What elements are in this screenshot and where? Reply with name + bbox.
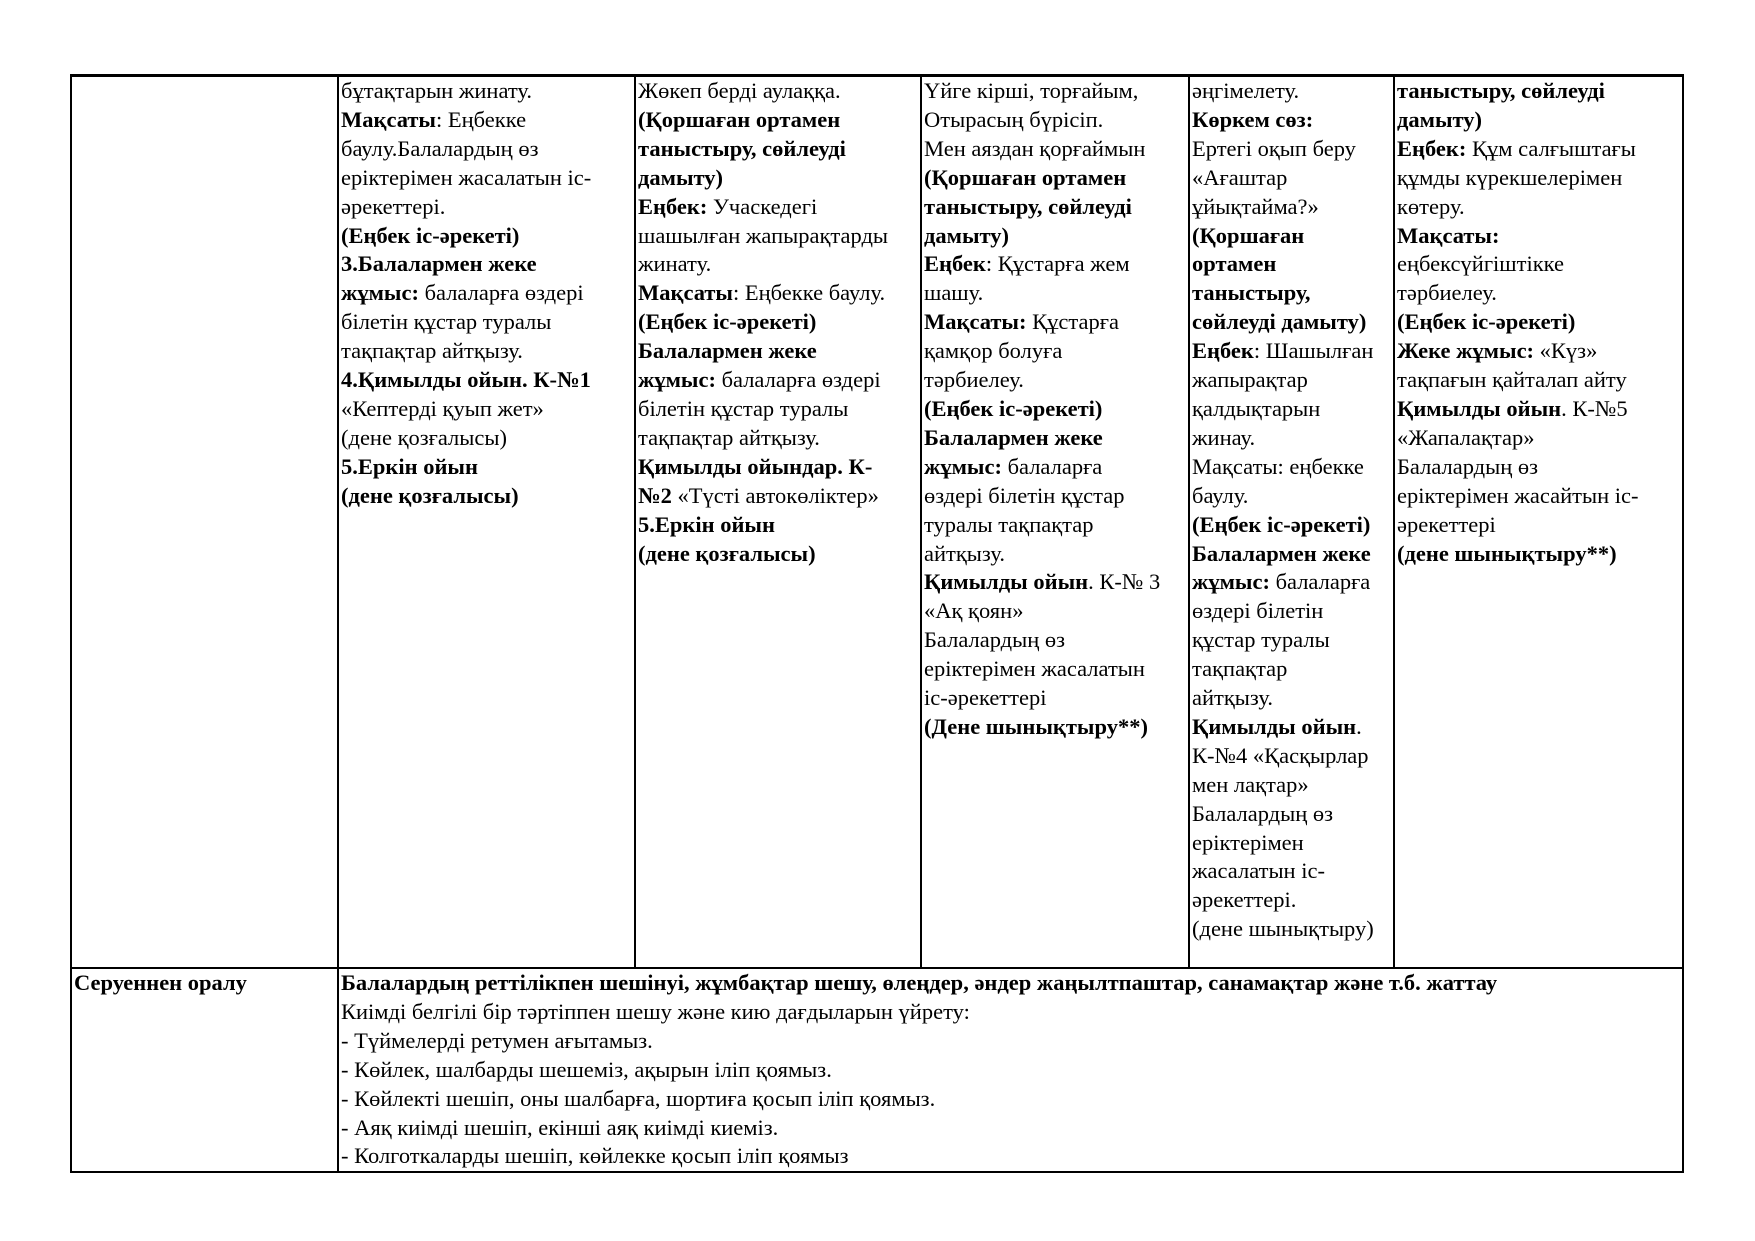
text: өздері білетін	[1192, 598, 1324, 624]
text: Учаскедегі	[707, 193, 818, 219]
text-line	[924, 540, 1187, 569]
text: шашу.	[924, 280, 984, 306]
text: жинату.	[638, 251, 712, 277]
text-line	[341, 1085, 1681, 1114]
bold-text: Қимылды ойындар. К-	[638, 453, 873, 479]
text-line	[1192, 742, 1392, 771]
bold-text: (дене қозғалысы)	[638, 540, 816, 566]
text-line	[924, 77, 1187, 106]
text: Балалардың өз	[1192, 800, 1334, 826]
text: балаларға өздері	[715, 367, 881, 393]
text-line	[1192, 77, 1392, 106]
bold-text: таныстыру,	[1192, 280, 1311, 306]
text: . К-№5	[1561, 395, 1628, 421]
text-line	[638, 250, 919, 279]
bold-text: Балалармен жеке	[1192, 540, 1371, 566]
text-line	[1192, 626, 1392, 655]
text: жапырақтар	[1192, 367, 1308, 393]
text-line	[1192, 193, 1392, 222]
text-line	[924, 337, 1187, 366]
bold-text: ортамен	[1192, 251, 1277, 277]
text-line	[341, 969, 1681, 998]
bold-text: Балалардың реттілікпен шешінуі, жұмбақтар шешу, өлеңдер, әндер жаңылтпаштар, санамақтар және т.б. жаттау	[341, 970, 1498, 995]
text-line	[638, 279, 919, 308]
text-line	[341, 308, 633, 337]
bold-text: Еңбек:	[1397, 135, 1467, 161]
bold-text: Еңбек:	[638, 193, 708, 219]
bold-text: жұмыс:	[1192, 569, 1270, 595]
text: Киімді белгілі бір тәртіппен шешу және кию дағдыларын үйрету:	[341, 998, 970, 1024]
text: ұйықтайма?»	[1192, 193, 1319, 219]
text: - Аяқ киімді шешіп, екінші аяқ киімді киеміз.	[341, 1114, 779, 1140]
text-line	[638, 164, 919, 193]
text: Отырасың бүрісіп.	[924, 106, 1104, 132]
text-line	[1397, 193, 1681, 222]
text-line	[341, 164, 633, 193]
bold-text: жұмыс:	[341, 280, 419, 306]
text: Балалардың өз	[1397, 453, 1539, 479]
text-line	[1192, 395, 1392, 424]
text-line	[924, 308, 1187, 337]
text: Құстарға	[1026, 309, 1119, 335]
text: еріктерімен жасалатын іс-	[341, 164, 592, 190]
text-line	[924, 511, 1187, 540]
text: - Көйлекті шешіп, оны шалбарға, шортиға қосып іліп қоямыз.	[341, 1085, 936, 1111]
text: еріктерімен жасалатын	[924, 656, 1145, 682]
bold-text: (дене қозғалысы)	[341, 482, 519, 508]
text-line	[341, 250, 633, 279]
text: қалдықтарын	[1192, 395, 1321, 421]
text-line	[341, 424, 633, 453]
bold-text: (Еңбек іс-әрекеті)	[924, 395, 1103, 421]
text: еріктерімен	[1192, 829, 1304, 855]
text-line	[1192, 800, 1392, 829]
bold-text: Еңбек	[1192, 338, 1254, 364]
text: «Күз»	[1534, 338, 1598, 364]
text: .	[1356, 713, 1362, 739]
text-line	[341, 1027, 1681, 1056]
text-line	[638, 540, 919, 569]
text: балаларға	[1001, 453, 1103, 479]
text: әрекеттері	[1397, 511, 1496, 537]
text: тақпақтар айтқызу.	[341, 338, 523, 364]
bold-text: Мақсаты	[638, 280, 733, 306]
bold-text: (дене шынықтыру**)	[1397, 540, 1617, 566]
text: әңгімелету.	[1192, 78, 1300, 103]
text: - Колготкаларды шешіп, көйлекке қосып іліп қоямыз	[341, 1143, 849, 1169]
bold-text: 4.Қимылды ойын. К-№1	[341, 367, 591, 393]
day-column-1	[338, 76, 635, 969]
text-line	[1397, 77, 1681, 106]
text-line	[341, 222, 633, 251]
bold-text: дамыту)	[924, 222, 1010, 248]
text: : Құстарға жем	[985, 251, 1130, 277]
text: Құм салғыштағы	[1466, 135, 1636, 161]
bold-text: (Дене шынықтыру**)	[924, 713, 1148, 739]
text-line	[1397, 279, 1681, 308]
text-line	[1192, 511, 1392, 540]
text-line	[638, 511, 919, 540]
text-line	[1192, 597, 1392, 626]
text-line	[1192, 222, 1392, 251]
text: іс-әрекеттері	[924, 685, 1047, 711]
text-line	[341, 482, 633, 511]
text-line	[924, 135, 1187, 164]
bold-text: таныстыру, сөйлеуді	[924, 193, 1132, 219]
text: Балалардың өз	[924, 627, 1066, 653]
bold-text: (Еңбек іс-әрекеті)	[638, 309, 817, 335]
bold-text: таныстыру, сөйлеуді	[638, 135, 846, 161]
bold-text: 5.Еркін ойын	[341, 453, 478, 479]
text-line	[341, 1056, 1681, 1085]
text: . К-№ 3	[1088, 569, 1161, 595]
text-line	[1397, 250, 1681, 279]
text-line	[1192, 482, 1392, 511]
text-line	[1397, 511, 1681, 540]
bold-text: Көркем сөз:	[1192, 106, 1314, 132]
bold-text: (Қоршаған	[1192, 222, 1305, 248]
text-line	[924, 106, 1187, 135]
text: тақпағын қайталап айту	[1397, 367, 1627, 393]
text-line	[638, 453, 919, 482]
text: тәрбиелеу.	[924, 367, 1024, 393]
bold-text: (Еңбек іс-әрекеті)	[341, 222, 520, 248]
bold-text: Мақсаты:	[1397, 222, 1500, 248]
bold-text: Балалармен жеке	[924, 424, 1103, 450]
text: «Түсті автокөліктер»	[671, 482, 879, 508]
bold-text: (Қоршаған ортамен	[638, 106, 841, 132]
text-line	[924, 279, 1187, 308]
text-line	[341, 337, 633, 366]
text: еңбексүйгіштікке	[1397, 251, 1564, 277]
bold-text: сөйлеуді дамыту)	[1192, 309, 1367, 335]
text: : Еңбекке	[436, 106, 527, 132]
row-label-return	[71, 968, 338, 1172]
text-line	[1192, 106, 1392, 135]
text-line	[1192, 771, 1392, 800]
text-line	[1397, 222, 1681, 251]
text: тәрбиелеу.	[1397, 280, 1497, 306]
text: (дене шынықтыру)	[1192, 916, 1374, 942]
text-line	[924, 482, 1187, 511]
text: құмды күрекшелерімен	[1397, 164, 1623, 190]
bold-text: (Еңбек іс-әрекеті)	[1397, 309, 1576, 335]
text-line	[1192, 279, 1392, 308]
text: «Ақ қоян»	[924, 598, 1024, 624]
text: тақпақтар	[1192, 656, 1288, 682]
text-line	[924, 626, 1187, 655]
text-line	[924, 222, 1187, 251]
text: құстар туралы	[1192, 627, 1330, 653]
text: өздері білетін құстар	[924, 482, 1125, 508]
text: әрекеттері.	[1192, 887, 1297, 913]
bold-text: 3.Балалармен жеке	[341, 251, 537, 277]
text-line	[1192, 308, 1392, 337]
text-line	[924, 453, 1187, 482]
text-line	[638, 135, 919, 164]
text: (дене қозғалысы)	[341, 424, 508, 450]
row-label-text: Серуеннен оралу	[74, 970, 247, 995]
text-line	[638, 337, 919, 366]
text-line	[1192, 164, 1392, 193]
text-line	[1192, 684, 1392, 713]
text: Мен аяздан қорғаймын	[924, 135, 1146, 161]
text: шашылған жапырақтарды	[638, 222, 889, 248]
text: Мақсаты: еңбекке	[1192, 453, 1364, 479]
text: Ертегі оқып беру	[1192, 135, 1356, 161]
text-line	[341, 1114, 1681, 1143]
text: білетін құстар туралы	[638, 395, 849, 421]
bold-text: 5.Еркін ойын	[638, 511, 775, 537]
text-line	[1192, 250, 1392, 279]
text-line	[1397, 135, 1681, 164]
day-column-5	[1394, 76, 1683, 969]
schedule-table	[70, 74, 1684, 1173]
text: туралы тақпақтар	[924, 511, 1094, 537]
bold-text: Мақсаты:	[924, 309, 1027, 335]
text: тақпақтар айтқызу.	[638, 424, 820, 450]
text-line	[924, 684, 1187, 713]
text-line	[638, 193, 919, 222]
text-line	[1192, 366, 1392, 395]
text-line	[924, 597, 1187, 626]
text: «Ағаштар	[1192, 164, 1288, 190]
text-line	[341, 1142, 1681, 1171]
text-line	[924, 655, 1187, 684]
text: балаларға өздері	[418, 280, 584, 306]
text-line	[1192, 568, 1392, 597]
text-line	[924, 568, 1187, 597]
text: еріктерімен жасайтын іс-	[1397, 482, 1639, 508]
bold-text: №2	[638, 482, 672, 508]
bold-text: Қимылды ойын	[1192, 713, 1357, 739]
text: - Көйлек, шалбарды шешеміз, ақырын іліп қоямыз.	[341, 1056, 832, 1082]
day-column-4	[1189, 76, 1394, 969]
bold-text: Жеке жұмыс:	[1397, 338, 1535, 364]
text-line	[1397, 337, 1681, 366]
text-line	[341, 279, 633, 308]
text-line	[1192, 540, 1392, 569]
text-line	[1192, 655, 1392, 684]
bold-text: дамыту)	[638, 164, 724, 190]
text-line	[1192, 713, 1392, 742]
text-line	[924, 424, 1187, 453]
text-line	[638, 106, 919, 135]
text-line	[1397, 453, 1681, 482]
text: қамқор болуға	[924, 338, 1063, 364]
text-line	[341, 106, 633, 135]
text: әрекеттері.	[341, 193, 446, 219]
text-line	[1397, 395, 1681, 424]
text: : Еңбекке баулу.	[733, 280, 886, 306]
text: мен лақтар»	[1192, 771, 1309, 797]
text: К-№4 «Қасқырлар	[1192, 742, 1369, 768]
table-row-activities	[71, 76, 1683, 969]
text: : Шашылған	[1253, 338, 1374, 364]
text: «Жапалақтар»	[1397, 424, 1535, 450]
text-line	[1192, 337, 1392, 366]
text-line	[1397, 424, 1681, 453]
text-line	[341, 998, 1681, 1027]
day-column-2	[635, 76, 921, 969]
bold-text: (Еңбек іс-әрекеті)	[1192, 511, 1371, 537]
text: баулу.Балалардың өз	[341, 135, 539, 161]
text-line	[1192, 135, 1392, 164]
text: Жөкеп берді аулаққа.	[638, 78, 841, 103]
text-line	[924, 366, 1187, 395]
text-line	[638, 395, 919, 424]
text-line	[1192, 424, 1392, 453]
text-line	[1397, 540, 1681, 569]
bold-text: Қимылды ойын	[924, 569, 1089, 595]
text-line	[924, 395, 1187, 424]
text-line	[1397, 308, 1681, 337]
row-label-cell	[71, 76, 338, 969]
text: айтқызу.	[1192, 685, 1273, 711]
text-line	[1192, 453, 1392, 482]
text: - Түймелерді ретумен ағытамыз.	[341, 1027, 653, 1053]
bold-text: (Қоршаған ортамен	[924, 164, 1127, 190]
text-line	[924, 250, 1187, 279]
text: жасалатын іс-	[1192, 858, 1325, 884]
text-line	[1192, 857, 1392, 886]
text: балаларға	[1269, 569, 1371, 595]
return-from-walk-content	[338, 968, 1683, 1172]
text-line	[924, 164, 1187, 193]
text-line	[638, 366, 919, 395]
text-line	[924, 193, 1187, 222]
text-line	[638, 308, 919, 337]
text-line	[1192, 915, 1392, 944]
text-line	[341, 366, 633, 395]
text: Үйге кірші, торғайым,	[924, 78, 1139, 103]
text-line	[924, 713, 1187, 742]
text-line	[1397, 366, 1681, 395]
text-line	[1397, 164, 1681, 193]
text: «Кептерді қуып жет»	[341, 395, 544, 421]
text-line	[341, 135, 633, 164]
text: жинау.	[1192, 424, 1256, 450]
text-line	[638, 222, 919, 251]
text-line	[638, 77, 919, 106]
table-row-return-from-walk	[71, 968, 1683, 1172]
bold-text: жұмыс:	[638, 367, 716, 393]
text-line	[341, 77, 633, 106]
bold-text: Мақсаты	[341, 106, 436, 132]
text: бұтақтарын жинату.	[341, 78, 533, 103]
bold-text: дамыту)	[1397, 106, 1483, 132]
bold-text: Еңбек	[924, 251, 986, 277]
day-column-3	[921, 76, 1189, 969]
text-line	[638, 482, 919, 511]
bold-text: Балалармен жеке	[638, 338, 817, 364]
bold-text: таныстыру, сөйлеуді	[1397, 78, 1605, 103]
text-line	[341, 395, 633, 424]
text-line	[1192, 829, 1392, 858]
text-line	[1397, 482, 1681, 511]
text: білетін құстар туралы	[341, 309, 552, 335]
text-line	[1192, 886, 1392, 915]
text-line	[341, 193, 633, 222]
text-line	[341, 453, 633, 482]
bold-text: жұмыс:	[924, 453, 1002, 479]
text: көтеру.	[1397, 193, 1465, 219]
text: айтқызу.	[924, 540, 1005, 566]
text-line	[1397, 106, 1681, 135]
text: баулу.	[1192, 482, 1249, 508]
text-line	[638, 424, 919, 453]
bold-text: Қимылды ойын	[1397, 395, 1562, 421]
